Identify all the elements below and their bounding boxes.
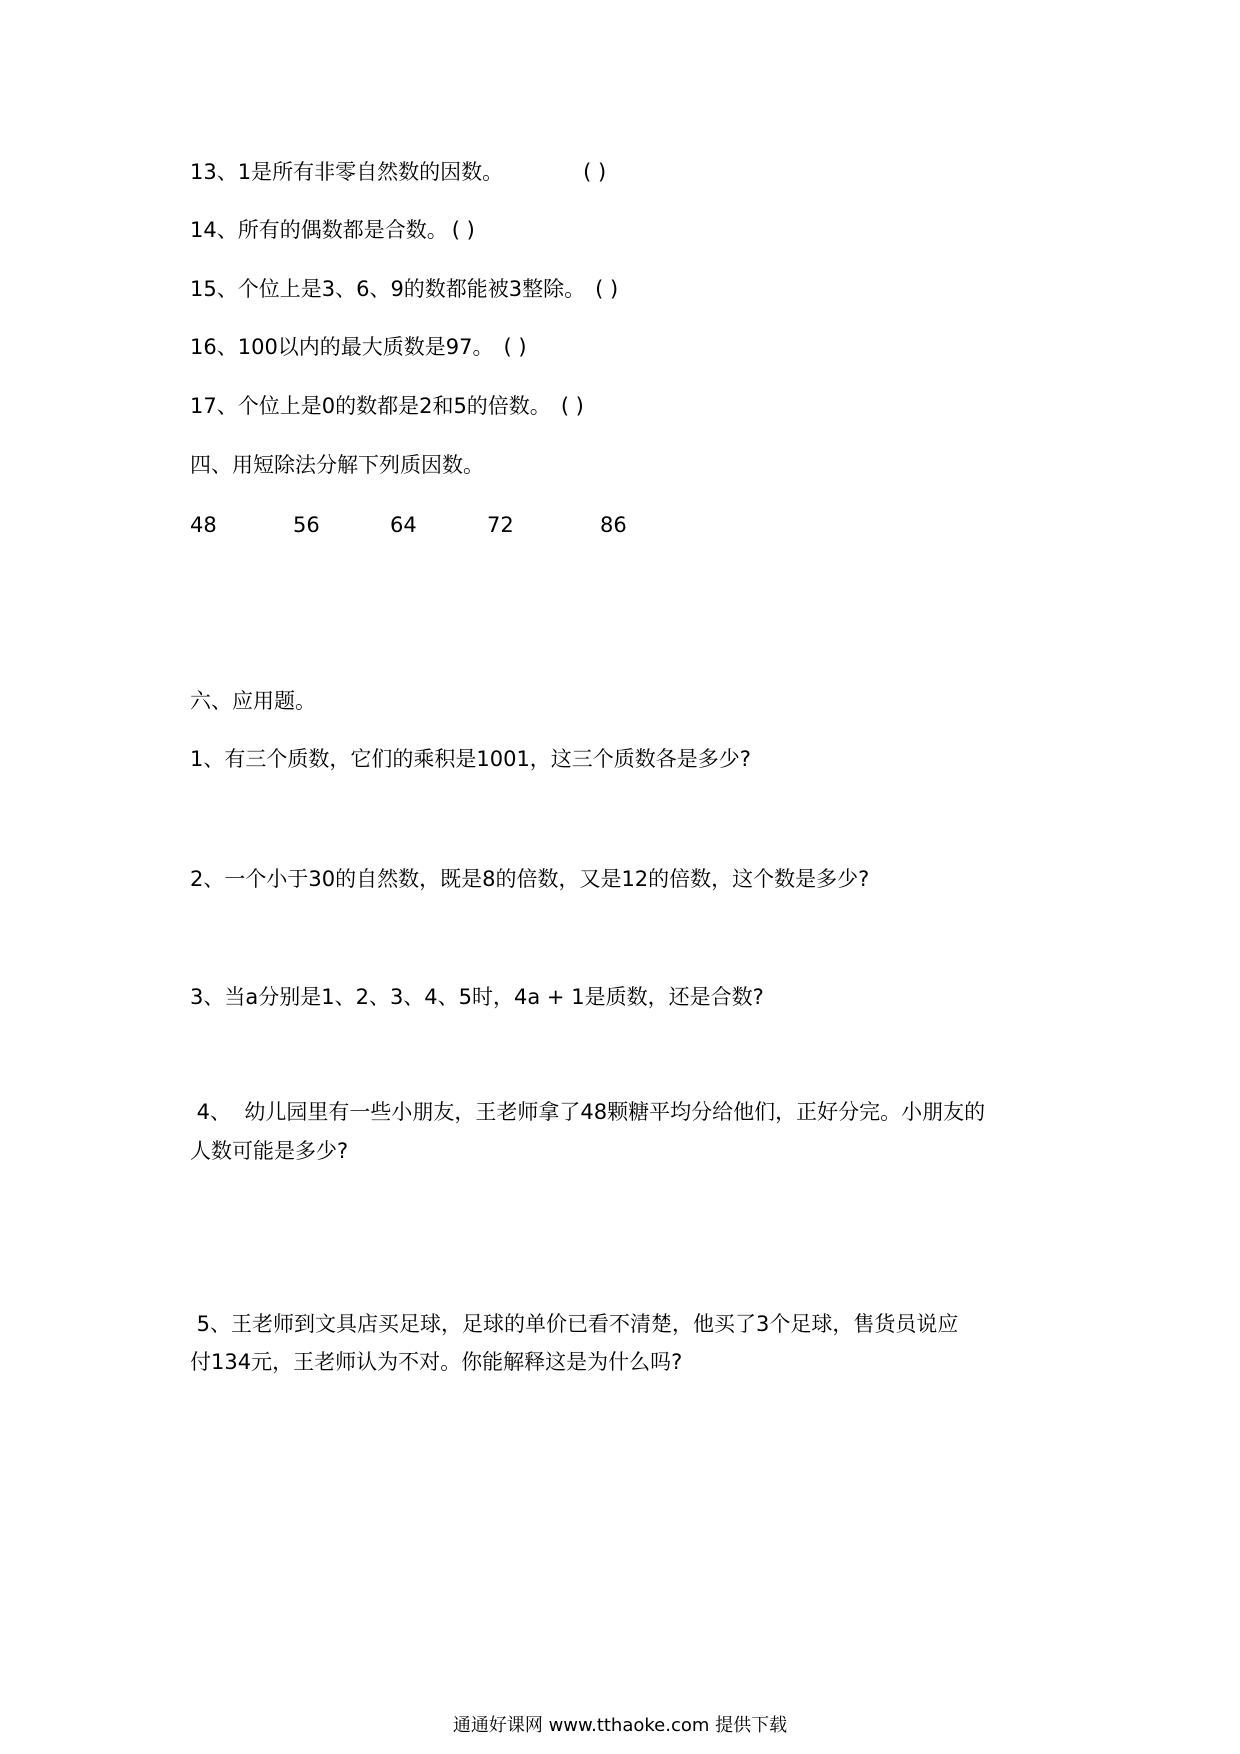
judgement-item-text: 17、个位上是0的数都是2和5的倍数。	[190, 394, 551, 418]
judgement-item-16	[190, 332, 527, 362]
question-4-line-2: 人数可能是多少?	[190, 1139, 349, 1163]
judgement-item-15	[190, 274, 618, 304]
number-item: 72	[487, 513, 514, 537]
section-6-title: 六、应用题。	[190, 689, 316, 713]
page-footer: 通通好课网 www.tthaoke.com 提供下载	[452, 1715, 788, 1736]
judgement-item-text: 15、个位上是3、6、9的数都能被3整除。	[190, 277, 586, 301]
number-item: 86	[600, 513, 627, 537]
answer-parentheses: ( )	[451, 218, 475, 242]
number-item: 56	[293, 513, 320, 537]
number-item: 48	[190, 513, 217, 537]
judgement-item-text: 14、所有的偶数都是合数。	[190, 218, 448, 242]
judgement-item-text: 13、1是所有非零自然数的因数。	[190, 160, 504, 184]
judgement-item-17	[190, 391, 584, 421]
answer-parentheses: ( )	[595, 277, 619, 301]
answer-parentheses: ( )	[560, 394, 584, 418]
number-item: 64	[390, 513, 417, 537]
question-2: 2、一个小于30的自然数，既是8的倍数，又是12的倍数，这个数是多少?	[190, 867, 870, 891]
section-4-title: 四、用短除法分解下列质因数。	[190, 453, 484, 477]
question-5-line-2: 付134元，王老师认为不对。你能解释这是为什么吗?	[190, 1350, 683, 1374]
question-4-line-1: 4、 幼儿园里有一些小朋友，王老师拿了48颗糖平均分给他们，正好分完。小朋友的	[190, 1100, 986, 1124]
answer-parentheses: ( )	[583, 160, 607, 184]
question-5-line-1: 5、王老师到文具店买足球，足球的单价已看不清楚，他买了3个足球，售货员说应	[190, 1312, 959, 1336]
factorization-numbers	[0, 510, 1240, 540]
answer-parentheses: ( )	[503, 335, 527, 359]
judgement-item-14	[190, 215, 475, 245]
question-3: 3、当a分别是1、2、3、4、5时，4a + 1是质数，还是合数?	[190, 985, 764, 1009]
question-1: 1、有三个质数，它们的乘积是1001，这三个质数各是多少?	[190, 747, 751, 771]
judgement-item-text: 16、100以内的最大质数是97。	[190, 335, 494, 359]
judgement-item-13	[190, 157, 606, 187]
